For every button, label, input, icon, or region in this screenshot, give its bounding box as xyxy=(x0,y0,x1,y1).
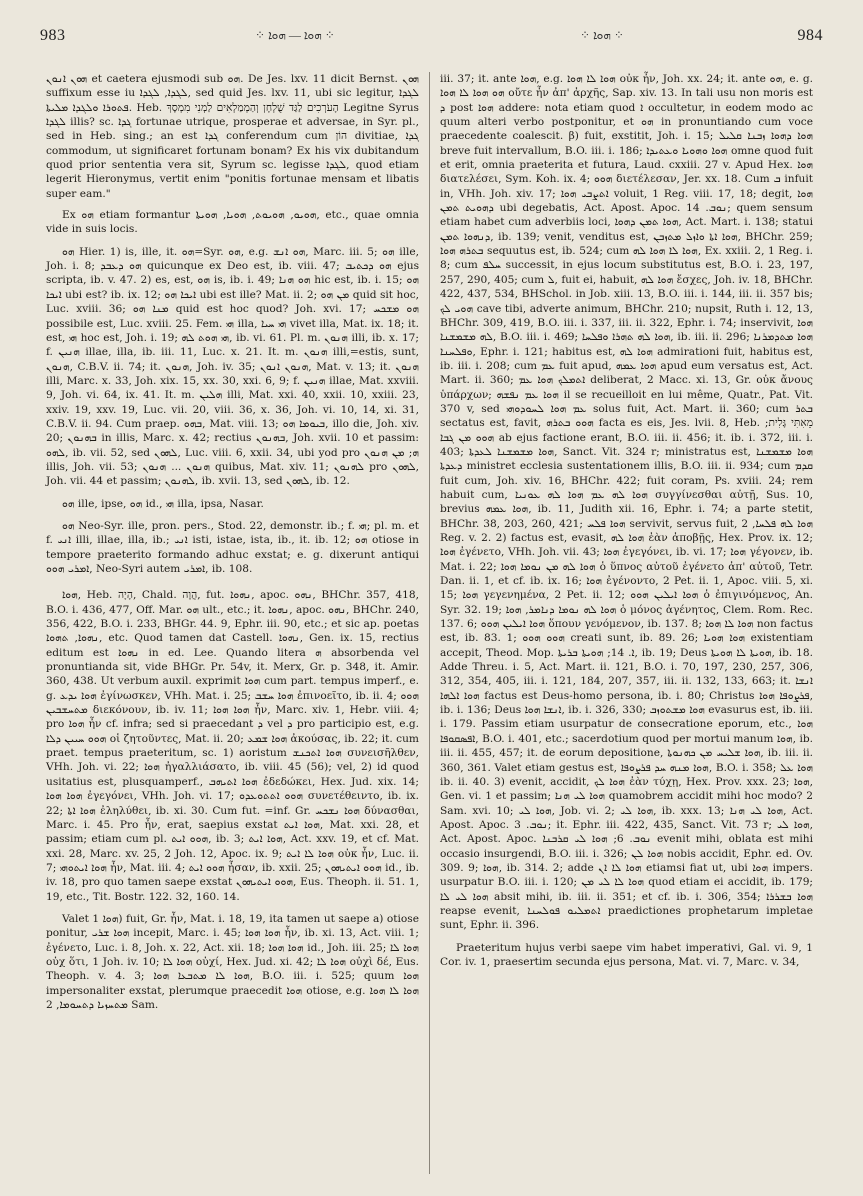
left-paragraph: Valet ܗܘܐ 1) fuit, Gr. ἦν, Mat. i. 18, 19, ita tamen ut saepe a) otiose ponitur, ܗܘܐ ܫܪܝ incepit, Marc. i. 45; ܗܘܐ ܗܘܐ ἦν, ib. xi. 13, Act. viii. 1; ἐγένετο, Luc. i. 8, Joh. x. 22, Act. xii. 18; ܗܘܐ ܗܘܐ id., Joh. iii. 25; ܗܘܐ ܠܐ οὐχ ὅτι, 1 Joh. iv. 10; ܗܘܐ ܠܐ οὐχί, Hex. Jud. xi. 42; ܗܘܐ ܠܐ οὐχὶ δέ, Eus. Theoph. v. 4. 3; ܗܘܐ ܠܐ ܡܬܒܥܐ ܗܘܐ, B.O. iii. i. 525; quum ܗܘܐ impersonaliter exstat, plerumque praecedit ܗܘܐ otiose, e.g. ܗܘܐ ܠܐ ܗܘܐ ܡܬܚܙܝܐ ܕܬܚܘܡܐ, 2 Sam. xyxy=(46,912,419,1011)
right-paragraph: iii. 37; it. ante ܗܘܐ, e.g. ܗܘܐ ܠܐ ܗܘܐ οὐκ ἦν, Joh. xx. 24; it. ante ܗܘ, e. g. ܗܘ ܗܘܐ ܠܐ ܗܘܐ οὔτε ἦν ἀπ' ἀρχῆς, Sap. xiv. 13. In tali usu non moris est ܕ post ܗܘܐ addere: nota etiam quod ܐ occultetur, in eodem modo ac quum alteri verbo postponitur, et ܗܘ in pronuntiando cum voce praecedente coalescit. β) fuit, exstitit, Joh. i. 15; ܗܘܐ ܕܗܘܐ ܙܒܢܐ ܩܠܝܠ breve fuit intervallum, B.O. iii. i. 186; ܗܘܐ ܘܗܘܝܐ ܘܥܬܝܕܐ omne quod fuit et erit, omnia praeterita et futura, Laud. cxxiii. 27 v. Apud Hex. ܗܘܐ διατελέσει, Sym. Koh. ix. 4; ܗܘܘ διετέλεσαν, Jer. xx. 18. Cum ܒ infuit in, VHh. Joh. xiv. 17; ܐܬܨܒܝ ܗܘܐ voluit, 1 Reg. viii. 17, 18; degit, ܗܘܐ ܕܗܘܝܬ ܬܡܢ ubi degebatis, Act. Apost. Apoc. ܢܘܒ. 14; quem sensum etiam habet cum adverbiis loci, ܗܘܐ ܬܡܢ ܕܗܘܐ, Act. Mart. i. 138; statui ܕܢܗܘܐ ܬܡܢ, ib. 139; venit, venditus est, ܗܘܐ ܐܬܐ ܘܐܙܠ ܡܬܙܒܢ, BHChr. 259; ܒܬܪܗ ܗܘܐ sequutus est, ib. 524; cum ܗܘܐ ܠܐ ܗܘܐ ܠܗ, Ex. xxiii. 2, 1 Reg. i. 8; cum ܚܠܦ successit, in ejus locum substitutus est, B.O. i. 23, 197, 257, 290, 405; cum ܠ, fuit ei, habuit, ܗܘܐ ܠܗ ἔσχες, Joh. iv. 18, BHChr. 422, 437, 534, BHSchol. in Job. xiii. 13, B.O. iii. i. 144, iii. ii. 357 bis; ܗܘܝ ܠܟ cave tibi, adverte animum, BHChr. 210; nupsit, Ruth i. 12, 13, BHChr. 309, 419, B.O. iii. i. 337, iii. ii. 322, Ephr. i. 74; inservivit, ܗܘܐ ܠܗ ܡܫܡܫܢܐ, B.O. iii. i. 469; ܗܘܐ ܠܗ ܬܗܪܐ ܘܦܠܚܐ, ib. iii. ii. 296; ܗܘܐ ܡܬܕܡܪܢܐ ܘܦܠܚܢܐ, Ephr. i. 121; habitus est, ܗܘܐ ܠܗ admirationi fuit, habitus est, ib. iii. i. 208; cum ܥܡ fuit apud, ܗܘܐ ܥܡܗ apud eum versatus est, Act. Mart. ii. 360; ܐܬܡܠܟ ܗܘܐ ܥܡ deliberat, 2 Macc. xi. 13, Gr. οὐκ ἄνους ὑπάρχων; ܗܘܐ ܥܡ ܢܦܫܗ il se recueilloit en lui même, Quatr., Pat. Vit. 370 v, sed ܥܡ ܗܘܐ ܠܚܘܕܘܗܝ solus fuit, Act. Mart. ii. 360; cum ܒܬܪ sectatus est, favit, ܗܘܘ ܒܬܪܗ facta es eis, Jes. lvii. 8, Heb. מֵאִתִּי גָּלִית; ܗܘܘ ܡܢ ܓܒܐ ab ejus factione erant, B.O. iii. ii. 456; it. ib. i. 372, iii. i. 403; ܗܘܐ ܡܫܡܫܢܐ ܠܥܕܬܐ, Sanct. Vit. 324 r; ministratus est, ܗܘܐ ܡܫܡܫܢܐ ܕܥܕܬܐ ministret ecclesia sustentationem illis, B.O. iii. ii. 934; cum ܩܕܡ fuit cum, Joh. xiv. 16, BHChr. 422; fuit coram, Ps. xviii. 24; rem habuit cum, ܗܘܐ ܠܗ ܥܡ ܗܘܐ ܠܗ ܥܘܢܝܐ συγγίνεσθαι αὐτῇ, Sus. 10, brevius ܗܘܐ ܥܡܗ, ib. 11, Judith xii. 16, Ephr. i. 74; a parte stetit, BHChr. 38, 203, 260, 421; ܗܘܐ ܦܠܚ servivit, servus fuit, ܗܘܐ ܠܗ ܦܠܚܐ, 2 Reg. v. 2. 2) factus est, evasit, ܗܘܐ ܠܗ ἐὰν ἀποβῇς, Hex. Prov. ix. 12; ܗܘܐ ἐγένετο, VHh. Joh. vii. 43; ܗܘܐ ἐγεγόνει, ib. vi. 17; ܗܘܐ γέγονεν, ib. Mat. i. 22; ܗܘܐ ܠܗ ܡܢ ܢܘܡܐ ܗܘܐ ὁ ὕπνος αὐτοῦ ἐγένετο ἀπ' αὐτοῦ, Tetr. Dan. ii. 1, et cf. ib. ix. 16; ܗܘܐ ἐγένοντο, 2 Pet. ii. 1, Apoc. viii. 5, xi. 15; ܗܘܐ γεγενημένα, 2 Pet. ii. 12; ܗܘܐ ܐܝܠܝܢ ܗܘܘ ὁ ἐπιγινόμενος, An. Syr. 32. 19; ܗܘܐ ܠܗ ܢܘܡܐ ܕܢܐܡܪ, ܗܘܐ ὁ μόνος ἀγένητος, Clem. Rom. Rec. 137. 6; ܗܘܐ ܐܝܠܝܢ ܗܘܘ ὅπουν γενόμενον, ib. 137. 8; ܗܘܐ ܠܐ ܗܘܐ non factus est, ib. 83. 1; ܗܘܘ ܗܘܘ creati sunt, ib. 89. 26; ܗܘܐ ܗܘܝܐ existentiam accepit, Theod. Mop. ܐ. 14; ܗܘܝܬܐ ܒܪܝܬܐ, ib. 19; Deus ܗܘܝܬܐ ܠܐ ܗܘܝܬܐ, ib. 18. Adde Threu. i. 5, Act. Mart. ii. 121, B.O. i. 70, 197, 230, 257, 306, 312, 354, 405, iii. i. 121, 184, 207, 357, iii. ii. 132, 133, 663; it. ܐܢܫܐ ܗܘܐ ܐܠܗܐ factus est Deus-homo persona, ib. i. 80; Christus ܦܪܨܘܦܐ ܗܘܐ, ib. i. 136; Deus ܐܢܫܐ ܗܘܐ, ib. i. 326, 330; ܗܘܐ ܡܫܬܘܙܒ evasurus est, ib. iii. i. 179. Passim etiam usurpatur de consecratione eporum, etc., ܗܘܐ ܐܦܣܩܘܦܐ, B.O. i. 401, etc.; sacerdotium quod per mortui manum ܗܘܐ, ib. iii. ii. 455, 457; it. de eorum depositione, ܗܘܐ ܫܠܝܚ ܡܢ ܟܗܢܘܬܐ, ib. iii. ii. 360, 361. Valet etiam gestus est, ܗܘܐ ܡܢܗ ܚܕ ܦܪܨܘܦܐ, B.O. i. 358; ܗܘܐ ܥܠ ib. ii. 40. 3) evenit, accidit, ܗܘܐ ܠܟ ἐὰν τύχῃ, Hex. Prov. xxx. 23; ܗܘܐ, Gen. vi. 1 et passim; ܗܘܐ ܠܝ ܗܢܐ quamobrem accidit mihi hoc modo? 2 Sam. xvi. 10; ܗܘܐ ܠܝ, Job. vi. 2; ܗܘܐ ܠܝ, ib. xxx. 13; ܗܘܐ ܠܝ ܗܢܐ, Act. Apost. Apoc. ܢܘܒ. 3; it. Ephr. iii. 422, 435, Sanct. Vit. 73 r; ܗܘܐ ܠܝ, Act. Apost. Apoc. ܢܘܒ. 6; ܗܘܐ ܠܝ ܩܪܒܢܐ evenit mihi, oblata est mihi occasio insurgendi, B.O. iii. i. 326; ܗܘܐ ܠܢ nobis accidit, Ephr. ed. Ov. 309. 9; ܗܘܐ, ib. 314. 2; adde ܗܘܐ ܠܐ ܐܢ etiamsi fiat ut, ubi ܗܘܐ impers. usurpatur B.O. iii. i. 120; ܗܘܐ ܠܐ ܠܝ ܡܢ quod etiam ei accidit, ib. 179; ܗܘܐ ܠܝ ܠܐ absit mihi, ib. iii. ii. 351; et cf. ib. i. 306, 354; ܗܘܐ ܒܫܪܪܐ reapse evenit, ܐܬܡܠܝܘ ܦܘܠܚܢܐ praedictiones prophetarum impletae sunt, Ephr. ii. 396. xyxy=(440,73,814,932)
page-header xyxy=(40,22,823,50)
left-paragraph: ܗܘܐ, Heb. הָיָה, Chald. הֲוָה, fut. ܢܗܘܐ, apoc. ܢܗܘ, BHChr. 357, 418, B.O. i. 436, 477, Off. Mar. ܗܘ ult., etc.; it. ܢܗܘܐ, apoc. ܢܗܘ, BHChr. 240, 356, 422, B.O. i. 233, BHGr. 44. 9, Ephr. iii. 90, etc.; et sic ap. poetas ܢܗܘܐ, ܬܗܘܐ, etc. Quod tamen dat Castell. ܢܗܘܐ, Gen. ix. 15, rectius editum est ܢܗܘܐ in ed. Lee. Quando litera ܗ absorbenda vel pronuntianda sit, vide BHGr. Pr. 54v, it. Merx, Gr. p. 348, it. Amir. 360, 438. Ut verbum auxil. exprimit ܗܘܐ cum part. tempus imperf., e. g. ܗܘܐ ܝܕܥ ἐγίνωσκεν, VHh. Mat. i. 25; ܗܘܐ ܚܫܒ ἐπινοεῖτο, ib. ii. 4; ܗܘܘ ܡܬܚܫܒܝܢ διεκόνουν, ib. iv. 11; ܗܘܐ ܗܘܐ ἦν, Marc. xiv. 1, Hebr. viii. 4; pro ܗܘܐ ἦν cf. infra; sed si praecedant ܕ vel ܕ pro participio est, e.g. ܗܘܘ ܚܝܝܢ ܕܠܐ οἱ ζητοῦντες, Mat. ii. 20; ܗܘܐ ܫܡܥ ἀκούσας, ib. 22; it. cum praet. tempus praeteritum, sc. 1) aoristum ܗܘܐ ܐܬܟܢܫ συνεισῆλθεν, VHh. Joh. vi. 22; ܗܘܐ ἠγαλλιάσατο, ib. viii. 45 (56); vel, 2) id quod usitatius est, plusquamperf., ܗܘܐ ܐܬܝܗܒ ἐδεδώκει, Hex. Jud. xix. 14; ܗܘܐ ܗܘܐ ἐγεγόνει, VHh. Joh. vi. 17; ܗܘܘ ܐܬܬܘܥܕܘ συνετέθειντο, ib. ix. 22; ܗܘܐ ܐܬܐ ἐληλύθει, ib. xi. 30. Cum fut. =inf. Gr. ܗܘܐ ܢܫܟܚ δύνασθαι, Marc. i. 45. Pro ἦν, erat, saepius exstat ܗܘܐ ܐܝܬ, Mat. xxi. 28, et passim; etiam cum pl. ܗܘܘ ܐܝܬ, ib. 3; ܗܘܐ ܐܝܬ, Act. xxv. 19, et cf. Mat. xxi. 28, Marc. xv. 25, 2 Joh. 12, Apoc. ix. 9; ܗܘܐ ܠܐ ܐܝܬ οὐκ ἦν, Luc. ii. 7; ܗܘܐ ܐܝܬܘܗܝ ἦν, Mat. iii. 4; ܗܘܘ ܐܝܬ ἦσαν, ib. xxii. 25; ܗܘܘ ܐܝܬܝܗܘܢ id., ib. iv. 18, pro quo tamen saepe exstat ܗܘܘ ܐܝܬܝܗܘܢ, Eus. Theoph. ii. 51. 1, 19, etc., Tit. Bostr. 122. 32, 160. 14. xyxy=(46,589,420,903)
left-paragraph: ܗܘܢ ܐܢܘܢ et caetera ejusmodi sub ܗܘ. De Jes. lxv. 11 dicit Bernst. ܗܘܢ suffixum esse iu ܠܓܕܐ, ܠܓܕܐ, sed quid Jes. lxv. 11, ubi sic legitur, ܠܓܕܐ ܦܬܘܪܐ ܘܠܓܕܐ ܡܠܝܬܐ. Heb. הָעֹרְכִים לַגַּד שֻׁלְחָן וְהַמְמַלְאִים לַמְנִי מִמְסָךְ Legitne Syrus ܠܓܕܐ illis? sc. ܓܕܐ fortunae utrique, prosperae et adversae, in Syr. pl., sed in Heb. sing.; an est ܓܕܐ conferendum cum הוֹן divitiae, ܓܕܐ commodum, ut significaret fortunam bonam? Ex his vix dubitandum quod prior sententia vera sit, Syrum sc. legisse ܠܓܕܐ, quod etiam legerit Hieronymus, vertit enim "ponitis fortunae mensam et libatis super eam." xyxy=(46,73,419,200)
left-paragraph: Ex ܗܘ etiam formantur ܗܘܝܘ, ܗܘܝܘܬ, ܗܘܝܐ, ܗܘܝܬܐ, etc., quae omnia vide in suis locis. xyxy=(46,209,419,236)
right-column xyxy=(430,72,813,1174)
left-paragraph: ܗܘ Hier. 1) is, ille, it. ܗܘ=Syr. ܗܘ, e.g. ܗܘ ܐܢܫ, Marc. iii. 5; ܗܘ ille, Joh. i. 8; ܗܘ ܕܥܒܕ quicunque ex Deo est, ib. viii. 47; ܗܘ ܕܟܬܝܒ ejus scripta, ib. v. 47. 2) es, est, ܗܘ is, ib. i. 49; ܗܘ ܗܢܐ hic est, ib. i. 15; ܗܘ ܐܝܟܐ ubi est? ib. ix. 12; ܐܝܟܐ ܗܘ ubi est ille? Mat. ii. 2; ܡܢ ܗܘ quid sit hoc, Luc. xviii. 36; ܡܢܐ ܗܘ quid est hoc quod? Joh. xvi. 17; ܗܘ ܡܫܟܚ possibile est, Luc. xviii. 25. Fem. ܗܝ illa, ܗܝ ܚܝܐ vivet illa, Mat. ix. 18; it. est, ܗܝ hoc est, Joh. i. 19; ܗܝ ܗܘܬ ܠܗ, ib. vi. 61. Pl. m. ܗܢܘܢ illi, ib. x. 17; f. ܗܢܝܢ illae, illa, ib. iii. 11, Luc. x. 21. It. m. ܗܢܘܢ illi,=estis, sunt, ܗܢܘܢ, C.B.V. ii. 74; it. ܗܢܘܢ, Joh. iv. 35; ܗܢܘܢ ܐܢܘܢ, Mat. v. 13; it. ܗܢܘܢ illi, Marc. x. 33, Joh. xix. 15, xx. 30, xxi. 6, 9; f. ܗܢܝܢ illae, Mat. xxviii. 9, Joh. vi. 64, ix. 41. It. m. ܗܠܝܢ illi, Mat. xxi. 40, xxii. 10, xxiii. 23, xxiv. 19, xxv. 19, Luc. vii. 20, viii. 36, x. 36, Joh. vi. 10, 14, xi. 31, C.B.V. ii. 94. Cum praep. ܒܗܘ, Mat. viii. 13; ܒܝܘܡܐ ܗܘ, illo die, Joh. xiv. 20; ܒܗܢܘܢ in illis, Marc. x. 42; rectius ܒܗܢܘܢ, Joh. xvii. 10 et passim: ܠܗܘ, ib. vii. 52, sed ܠܗܘܢ, Luc. viii. 6, xxii. 34, ubi yod pro ܗ; ܡܢ ܗܢܘܢ illis, Joh. vii. 53; ܗܢܘܢ ... ܗܢܘܢ quibus, Mat. xiv. 11; ܠܗܢܘܢ pro ܠܗܘܢ, Joh. vii. 44 et passim; ܠܗܢܘܢ, ib. xvii. 13, sed ܠܗܘܢ, ib. 12. xyxy=(46,245,420,488)
left-running-head: ⁘ ܗܘܐ — ܗܘܐ ⁘ xyxy=(255,28,335,42)
left-paragraph: ܗܘ Neo-Syr. ille, pron. pers., Stod. 22, demonstr. ib.; f. ܗܝ; pl. m. et f. ܐܢܝ illi, illae, illa, ib.; ܐܢܝ isti, istae, ista, ib., it. ib. 12; ܗܘ otiose in tempore praeterito formando adhuc exstat; e. g. dixerunt antiqui ܐܡܪܝ ܗܘܘ, Neo-Syri autem ܐܡܪܝ, ib. 108. xyxy=(46,519,419,575)
two-column-body xyxy=(46,72,827,1174)
left-paragraph: ܗܘ ille, ipse, ܗܘ id., ܗܝ illa, ipsa, Nasar. xyxy=(62,497,264,510)
right-paragraph: Praeteritum hujus verbi saepe vim habet imperativi, Gal. vi. 9, 1 Cor. iv. 1, praesertim secunda ejus persona, Mat. vi. 7, Marc. v. 34, xyxy=(440,941,813,968)
right-running-head: ⁘ ܗܘܐ ⁘ xyxy=(580,28,624,42)
left-column xyxy=(46,72,429,1174)
right-page-number: 984 xyxy=(797,27,823,44)
left-page-number: 983 xyxy=(40,27,66,44)
